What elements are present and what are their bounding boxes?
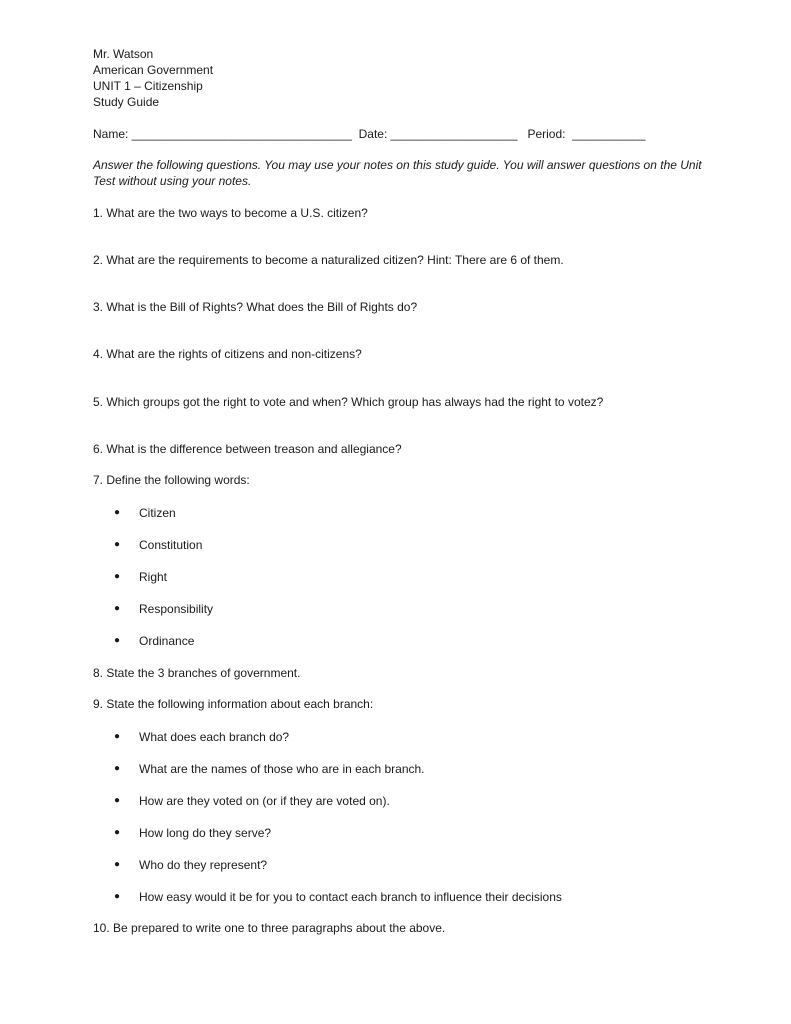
question-9: 9. State the following information about each branch: bbox=[93, 697, 374, 711]
bullet-icon: ● bbox=[114, 603, 121, 614]
period-label: Period: bbox=[527, 127, 566, 141]
question-8: 8. State the 3 branches of government. bbox=[93, 666, 301, 680]
course-title: American Government bbox=[93, 63, 214, 77]
document-type: Study Guide bbox=[93, 95, 160, 109]
list-item: What does each branch do? bbox=[139, 730, 290, 744]
question-7: 7. Define the following words: bbox=[93, 473, 250, 487]
list-item: How long do they serve? bbox=[139, 826, 272, 840]
period-blank: ___________ bbox=[572, 127, 646, 141]
bullet-icon: ● bbox=[114, 635, 121, 646]
list-item: How easy would it be for you to contact each branch to influence their decisions bbox=[139, 890, 562, 904]
list-item: Constitution bbox=[139, 538, 203, 552]
list-item: Ordinance bbox=[139, 634, 195, 648]
unit-title: UNIT 1 – Citizenship bbox=[93, 79, 203, 93]
question-4: 4. What are the rights of citizens and non-citizens? bbox=[93, 347, 362, 361]
list-item: Right bbox=[139, 570, 168, 584]
bullet-icon: ● bbox=[114, 731, 121, 742]
question-5: 5. Which groups got the right to vote and when? Which group has always had the right to votez? bbox=[93, 395, 604, 409]
bullet-icon: ● bbox=[114, 763, 121, 774]
name-blank: _________________________________ bbox=[131, 127, 352, 141]
question-10: 10. Be prepared to write one to three paragraphs about the above. bbox=[93, 921, 446, 935]
question-1: 1. What are the two ways to become a U.S. citizen? bbox=[93, 206, 368, 220]
question-3: 3. What is the Bill of Rights? What does the Bill of Rights do? bbox=[93, 300, 418, 314]
instructions: Answer the following questions. You may use your notes on this study guide. You will answer questions on the Unit Test without using your notes. bbox=[93, 158, 702, 188]
bullet-icon: ● bbox=[114, 891, 121, 902]
list-item: What are the names of those who are in each branch. bbox=[139, 762, 425, 776]
name-label: Name: bbox=[93, 127, 129, 141]
teacher-name: Mr. Watson bbox=[93, 47, 154, 61]
date-label: Date: bbox=[358, 127, 388, 141]
question-6: 6. What is the difference between treason and allegiance? bbox=[93, 442, 402, 456]
bullet-icon: ● bbox=[114, 795, 121, 806]
question-2: 2. What are the requirements to become a naturalized citizen? Hint: There are 6 of them. bbox=[93, 253, 564, 267]
bullet-icon: ● bbox=[114, 539, 121, 550]
student-info-row bbox=[93, 126, 646, 142]
list-item: Responsibility bbox=[139, 602, 214, 616]
bullet-icon: ● bbox=[114, 827, 121, 838]
bullet-icon: ● bbox=[114, 507, 121, 518]
bullet-icon: ● bbox=[114, 859, 121, 870]
list-item: Citizen bbox=[139, 506, 176, 520]
bullet-icon: ● bbox=[114, 571, 121, 582]
list-item: Who do they represent? bbox=[139, 858, 268, 872]
list-item: How are they voted on (or if they are voted on). bbox=[139, 794, 390, 808]
date-blank: ___________________ bbox=[390, 127, 518, 141]
